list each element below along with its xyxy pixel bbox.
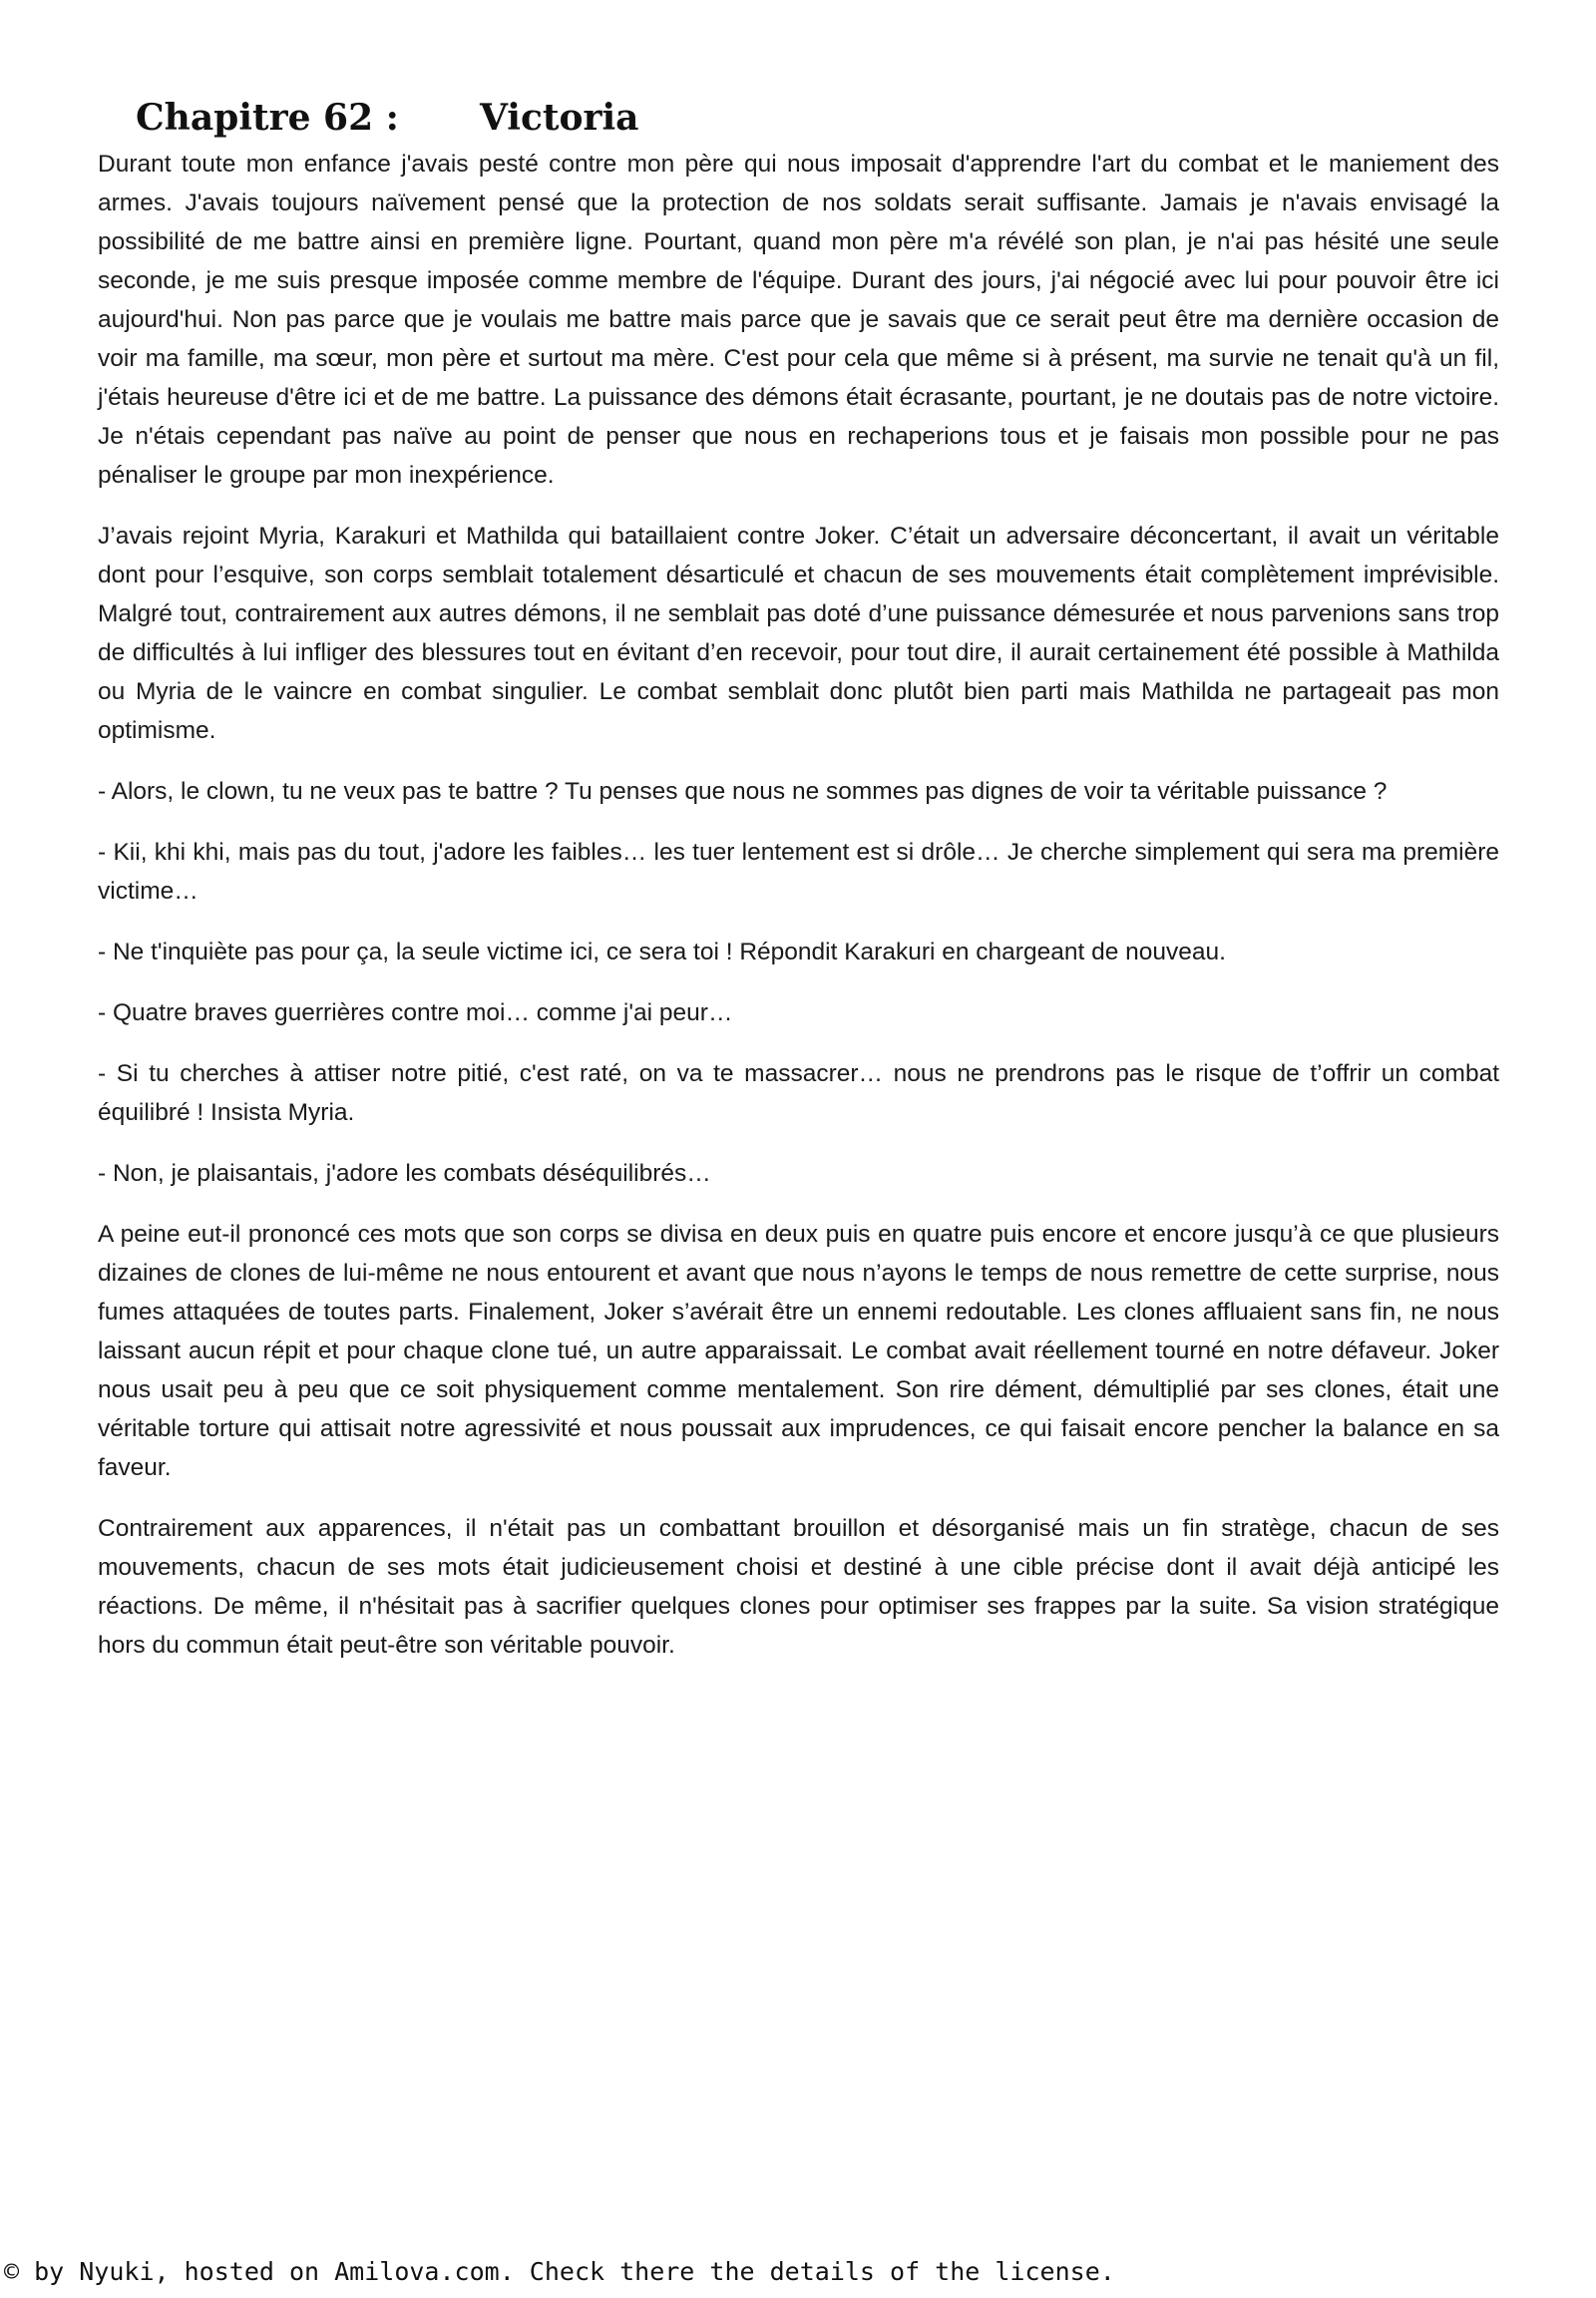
dialogue-line: - Alors, le clown, tu ne veux pas te battre ? Tu penses que nous ne sommes pas dignes de voir ta véritable puissance ? — [98, 778, 1388, 805]
dialogue-line: - Kii, khi khi, mais pas du tout, j'adore les faibles… les tuer lentement est si drôle… Je cherche simplement qui sera ma première victime… — [98, 839, 1499, 905]
chapter-body — [98, 145, 1499, 1687]
chapter-number: Chapitre 62 : — [136, 97, 399, 139]
paragraph: A peine eut-il prononcé ces mots que son corps se divisa en deux puis en quatre puis encore et encore jusqu’à ce que plusieurs dizaines de clones de lui-même ne nous entourent et avant que nous n’ayons le temps de nous remettre de cette surprise, nous fumes attaquées de toutes parts. Finalement, Joker s’avérait être un ennemi redoutable. Les clones affluaient sans fin, ne nous laissant aucun répit et pour chaque clone tué, un autre apparaissait. Le combat avait réellement tourné en notre défaveur. Joker nous usait peu à peu que ce soit physiquement comme mentalement. Son rire dément, démultiplié par ses clones, était une véritable torture qui attisait notre agressivité et nous poussait aux imprudences, ce qui faisait encore pencher la balance en sa faveur. — [98, 1221, 1499, 1481]
chapter-name: Victoria — [480, 97, 639, 139]
paragraph: Durant toute mon enfance j'avais pesté contre mon père qui nous imposait d'apprendre l'art du combat et le maniement des armes. J'avais toujours naïvement pensé que la protection de nos soldats serait suffisante. Jamais je n'avais envisagé la possibilité de me battre ainsi en première ligne. Pourtant, quand mon père m'a révélé son plan, je n'ai pas hésité une seule seconde, je me suis presque imposée comme membre de l'équipe. Durant des jours, j'ai négocié avec lui pour pouvoir être ici aujourd'hui. Non pas parce que je voulais me battre mais parce que je savais que ce serait peut être ma dernière occasion de voir ma famille, ma sœur, mon père et surtout ma mère. C'est pour cela que même si à présent, ma survie ne tenait qu'à un fil, j'étais heureuse d'être ici et de me battre. La puissance des démons était écrasante, pourtant, je ne doutais pas de notre victoire. Je n'étais cependant pas naïve au point de penser que nous en rechaperions tous et je faisais mon possible pour ne pas pénaliser le groupe par mon inexpérience. — [98, 151, 1499, 489]
dialogue-line: - Si tu cherches à attiser notre pitié, c'est raté, on va te massacrer… nous ne prendrons pas le risque de t’offrir un combat équilibré ! Insista Myria. — [98, 1060, 1499, 1126]
dialogue-line: - Quatre braves guerrières contre moi… comme j'ai peur… — [98, 999, 733, 1026]
paragraph: Contrairement aux apparences, il n'était pas un combattant brouillon et désorganisé mais un fin stratège, chacun de ses mouvements, chacun de ses mots était judicieusement choisi et destiné à une cible précise dont il avait déjà anticipé les réactions. De même, il n'hésitait pas à sacrifier quelques clones pour optimiser ses frappes par la suite. Sa vision stratégique hors du commun était peut-être son véritable pouvoir. — [98, 1515, 1499, 1659]
paragraph: J’avais rejoint Myria, Karakuri et Mathilda qui bataillaient contre Joker. C’était un adversaire déconcertant, il avait un véritable dont pour l’esquive, son corps semblait totalement désarticulé et chacun de ses mouvements était complètement imprévisible. Malgré tout, contrairement aux autres démons, il ne semblait pas doté d’une puissance démesurée et nous parvenions sans trop de difficultés à lui infliger des blessures tout en évitant d’en recevoir, pour tout dire, il aurait certainement été possible à Mathilda ou Myria de le vaincre en combat singulier. Le combat semblait donc plutôt bien parti mais Mathilda ne partageait pas mon optimisme. — [98, 523, 1499, 744]
chapter-title — [136, 96, 639, 140]
dialogue-line: - Non, je plaisantais, j'adore les combats déséquilibrés… — [98, 1160, 711, 1187]
dialogue-line: - Ne t'inquiète pas pour ça, la seule victime ici, ce sera toi ! Répondit Karakuri en chargeant de nouveau. — [98, 939, 1226, 965]
license-footer: © by Nyuki, hosted on Amilova.com. Check there the details of the license. — [4, 2257, 1115, 2286]
